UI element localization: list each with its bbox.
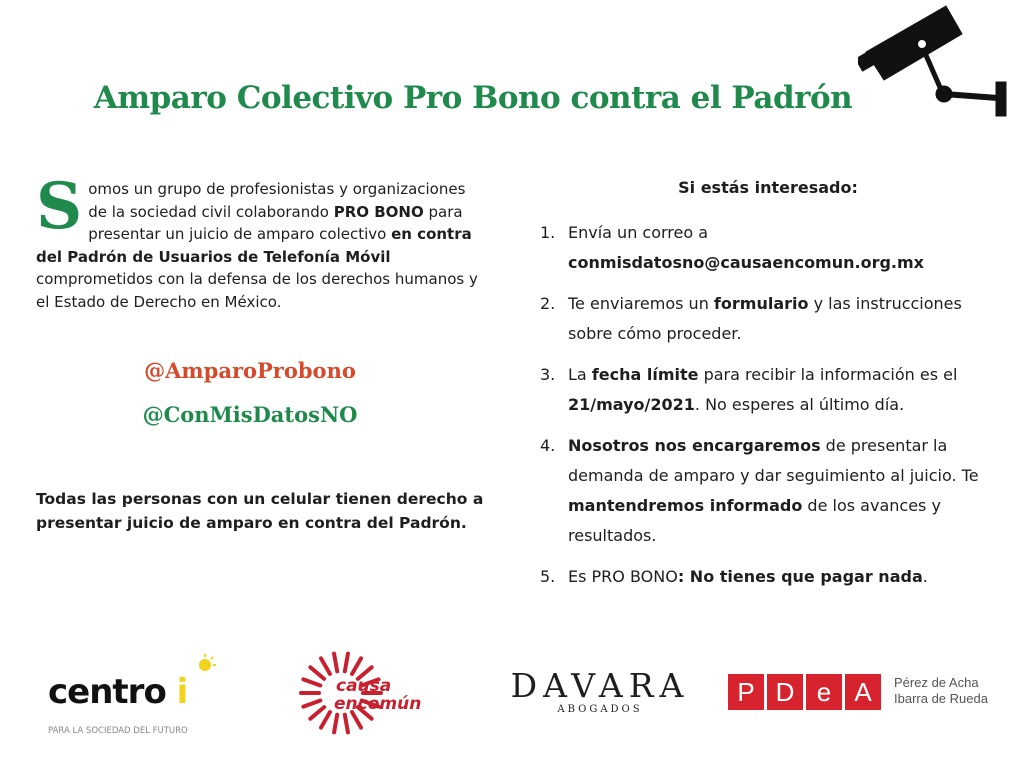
davara-name: DAVARA	[510, 666, 690, 705]
intro-text-4: comprometidos con la defensa de los derechos humanos y el Estado de Derecho en México.	[36, 270, 478, 311]
intro-text-3: para presentar un juicio de amparo colectivo	[88, 202, 463, 244]
step-bold-text: : No tienes que pagar nada	[677, 567, 923, 586]
step-text: Envía un correo a	[568, 223, 709, 242]
causa-text-1: causa	[336, 676, 392, 696]
step-bold-text: formulario	[713, 294, 809, 313]
pdea-firm-name	[894, 675, 988, 707]
step-item	[540, 218, 990, 278]
step-item	[540, 360, 990, 420]
step-number: 5.	[540, 567, 556, 586]
causa-text-2: encomún	[334, 694, 422, 714]
pdea-letter-e: e	[806, 674, 842, 710]
step-text: para recibir la información es el	[698, 365, 958, 384]
step-number: 2.	[540, 294, 556, 313]
step-number: 1.	[540, 223, 556, 242]
pdea-letter-a: A	[845, 674, 881, 710]
step-bold-text: fecha límite	[591, 365, 699, 384]
drop-cap: S	[36, 169, 83, 244]
step-bold-text: mantendremos informado	[568, 496, 803, 515]
intro-text-2: de la sociedad civil colaborando	[88, 202, 334, 221]
centro-tagline: PARA LA SOCIEDAD DEL FUTURO	[48, 726, 188, 736]
pdea-name-line1: Pérez de Acha	[894, 675, 979, 690]
intro-bold-2: en contra del Padrón de Usuarios de Telefonía Móvil	[36, 225, 472, 266]
step-text: La	[568, 365, 592, 384]
step-number: 3.	[540, 365, 556, 384]
pdea-letter-d: D	[767, 674, 803, 710]
steps-list	[540, 218, 990, 603]
intro-paragraph	[36, 169, 486, 314]
step-text: de presentar la demanda de amparo y dar seguimiento al juicio. Te	[568, 436, 979, 485]
step-text: .	[922, 567, 928, 586]
security-camera-icon	[858, 0, 1018, 122]
step-text: y las instrucciones sobre cómo proceder.	[568, 294, 962, 343]
pdea-letter-p: P	[728, 674, 764, 710]
step-bold-text: 21/mayo/2021	[568, 395, 695, 414]
davara-logo	[508, 668, 692, 728]
intro-text-1: omos un grupo de profesionistas y organizaciones	[88, 180, 466, 198]
step-text: . No esperes al último día.	[694, 395, 905, 414]
causa-en-comun-logo	[296, 648, 436, 738]
logos-footer	[0, 640, 1024, 750]
step-text: de los avances y resultados.	[568, 496, 941, 545]
centro-word: centro	[48, 672, 166, 712]
pdea-name-line2: Ibarra de Rueda	[894, 691, 988, 706]
steps-heading: Si estás interesado:	[678, 178, 858, 197]
davara-subtitle: ABOGADOS	[557, 704, 643, 715]
step-bold-text: Nosotros nos encargaremos	[568, 436, 821, 455]
step-text: Te enviaremos un	[568, 294, 714, 313]
lightbulb-icon	[194, 654, 216, 676]
intro-bold-1: PRO BONO	[333, 202, 424, 221]
pdea-logo	[728, 674, 1018, 718]
rights-statement: Todas las personas con un celular tienen derecho a presentar juicio de amparo en contra del Padrón.	[36, 490, 484, 532]
step-number: 4.	[540, 436, 556, 455]
centro-logo	[48, 654, 228, 734]
step-bold-text: conmisdatosno@causaencomun.org.mx	[568, 253, 924, 272]
step-text: Es PRO BONO	[568, 567, 678, 586]
centro-letter: i	[176, 672, 188, 712]
step-item	[540, 289, 990, 349]
twitter-handle-conmisdatos[interactable]: @ConMisDatosNO	[142, 402, 358, 427]
step-item	[540, 431, 990, 551]
twitter-handle-amparo[interactable]: @AmparoProbono	[144, 358, 356, 383]
page-title: Amparo Colectivo Pro Bono contra el Padrón	[93, 80, 853, 116]
step-item	[540, 562, 990, 592]
